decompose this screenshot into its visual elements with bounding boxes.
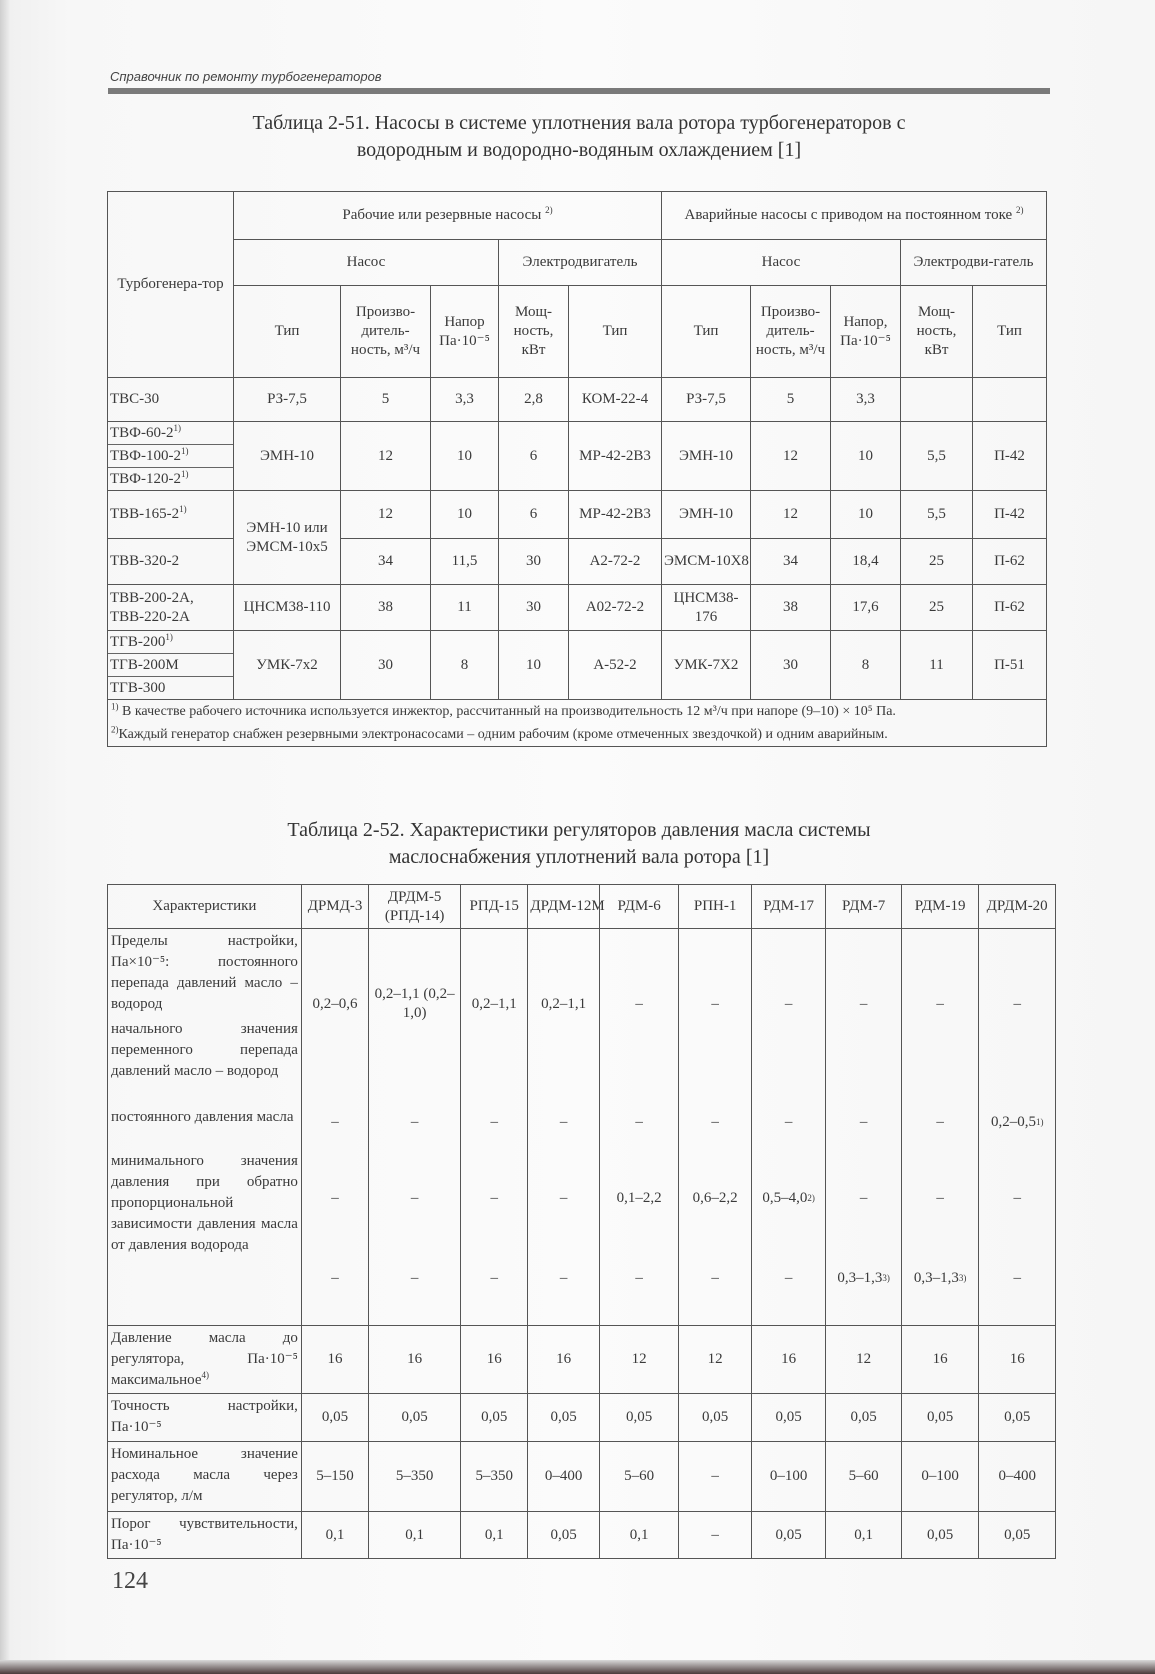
- pumps-table: [107, 191, 1047, 747]
- header-rule: [108, 88, 1050, 94]
- header-power: Мощ-ность, кВт: [499, 286, 569, 378]
- header-emergency-pump-type: Тип: [662, 286, 751, 378]
- table-row: ТГВ-200$^{1)}$ ТГВ-200М ТГВ-300 УМК-7х2 30 8 10 А-52-2 УМК-7Х2 30 8 11 П-51: [108, 631, 1047, 700]
- header-motor-emergency: Электродви-гатель: [901, 240, 1047, 286]
- header-col-7: РДМ-17: [751, 885, 825, 929]
- header-col-6: РПН-1: [679, 885, 751, 929]
- table1-caption-line1: Таблица 2-51. Насосы в системе уплотнения вала ротора турбогенераторов с: [252, 112, 906, 134]
- header-emergency-head: Напор, Па·10⁻⁵: [831, 286, 901, 378]
- accuracy-row: Точность настройки, Па·10⁻⁵ 0,05 0,05 0,05 0,05 0,05 0,05 0,05 0,05 0,05 0,05: [108, 1394, 1056, 1442]
- header-col-1: ДРМД-3: [301, 885, 368, 929]
- header-pump: Насос: [234, 240, 499, 286]
- header-col-8: РДМ-7: [826, 885, 902, 929]
- header-motor-type: Тип: [569, 286, 662, 378]
- footnote-1: $^{1)}$ В качестве рабочего источника используется инжектор, рассчитанный на производительность 12 м³/ч при напоре (9–10) × 10⁵ Па.: [111, 701, 896, 719]
- running-head: Справочник по ремонту турбогенераторов: [110, 69, 382, 84]
- regulators-table: [107, 884, 1056, 1559]
- header-turbogenerator: Турбогенера-тор: [108, 192, 234, 378]
- header-working-pumps: Рабочие или резервные насосы $^{2)}$: [234, 192, 662, 240]
- table-row: ТВВ-165-2$^{1)}$ ЭМН-10 или ЭМСМ-10х5 12 10 6 МР-42-2В3 ЭМН-10 12 10 5,5 П-42: [108, 491, 1047, 539]
- header-col-4: ДРДМ-12М: [528, 885, 599, 929]
- header-col-10: ДРДМ-20: [979, 885, 1056, 929]
- table1-caption-line2: водородным и водородно-водяным охлаждением [1]: [356, 139, 802, 161]
- header-emergency-motor-type: Тип: [973, 286, 1047, 378]
- page-bottom-edge: [0, 1660, 1155, 1674]
- header-motor: Электродвигатель: [499, 240, 662, 286]
- table-row: ТВС-30 РЗ-7,5 5 3,3 2,8 КОМ-22-4 РЗ-7,5 5 3,3: [108, 378, 1047, 422]
- header-emergency-pumps: Аварийные насосы с приводом на постоянном токе $^{2)}$: [662, 192, 1047, 240]
- header-col-3: РПД-15: [461, 885, 528, 929]
- table1-caption: [108, 110, 1050, 164]
- header-pump-emergency: Насос: [662, 240, 901, 286]
- table-row: ТВВ-320-2 34 11,5 30 А2-72-2 ЭМСМ-10Х8 34 18,4 25 П-62: [108, 539, 1047, 585]
- header-emergency-power: Мощ-ность, кВт: [901, 286, 973, 378]
- footnotes-row: [108, 700, 1047, 747]
- page-spine-shadow: [0, 0, 10, 1674]
- flow-row: Номинальное значение расхода масла через регулятор, л/м 5–150 5–350 5–350 0–400 5–60 – 0–100 5–60 0–100 0–400: [108, 1442, 1056, 1512]
- table-row: ТВВ-200-2А, ТВВ-220-2А ЦНСМ38-110 38 11 30 А02-72-2 ЦНСМ38-176 38 17,6 25 П-62: [108, 585, 1047, 631]
- sensitivity-row: Порог чувствительности, Па·10⁻⁵ 0,1 0,1 0,1 0,05 0,1 – 0,05 0,1 0,05 0,05: [108, 1512, 1056, 1559]
- header-emergency-capacity: Произво-дитель-ность, м³/ч: [751, 286, 831, 378]
- table2-caption-line2: маслоснабжения уплотнений вала ротора [1]: [388, 846, 770, 868]
- table-row: ТВФ-60-2$^{1)}$ ТВФ-100-2$^{1)}$ ТВФ-120-2$^{1)}$ ЭМН-10 12 10 6 МР-42-2В3 ЭМН-10 12 10 5,5 П-42: [108, 422, 1047, 491]
- page-number: 124: [112, 1568, 148, 1594]
- table2-caption: [108, 817, 1050, 871]
- header-pump-type: Тип: [234, 286, 341, 378]
- header-characteristics: Характеристики: [108, 885, 302, 929]
- oil-pressure-row: Давление масла до регулятора, Па·10⁻⁵ максимальное$^{4)}$ 16 16 16 16 12 12 16 12 16 16: [108, 1326, 1056, 1394]
- footnote-2: $^{2)}$Каждый генератор снабжен резервными электронасосами – одним рабочим (кроме отмеченных звездочкой) и одним аварийным.: [111, 724, 888, 742]
- header-col-2: ДРДМ-5 (РПД-14): [369, 885, 461, 929]
- table2-caption-line1: Таблица 2-52. Характеристики регуляторов давления масла системы: [287, 819, 871, 841]
- settings-range-row: Пределы настройки, Па×10⁻⁵: постоянного перепада давлений масло – водород начального значения переменного перепада давлений масло – водород постоянного давления масла минимального значения давления при обратно пропорциональной зависимости давления масла от давления водорода 0,2–0,6 – – – 0,2–1,1 (0,2–1,0) – – – 0,2–1,1 – – – 0,2–1,1 – – – – – 0,1–2,2 – – – 0,6–2,2 – – – 0,5–4,0 2) – – – – 0,3–1,3 3) – – – 0,3–1,3 3) – 0,2–0,5 1) – –: [108, 929, 1056, 1326]
- header-capacity: Произво-дитель-ность, м³/ч: [341, 286, 431, 378]
- header-col-9: РДМ-19: [901, 885, 979, 929]
- header-col-5: РДМ-6: [599, 885, 679, 929]
- header-head: Напор Па·10⁻⁵: [431, 286, 499, 378]
